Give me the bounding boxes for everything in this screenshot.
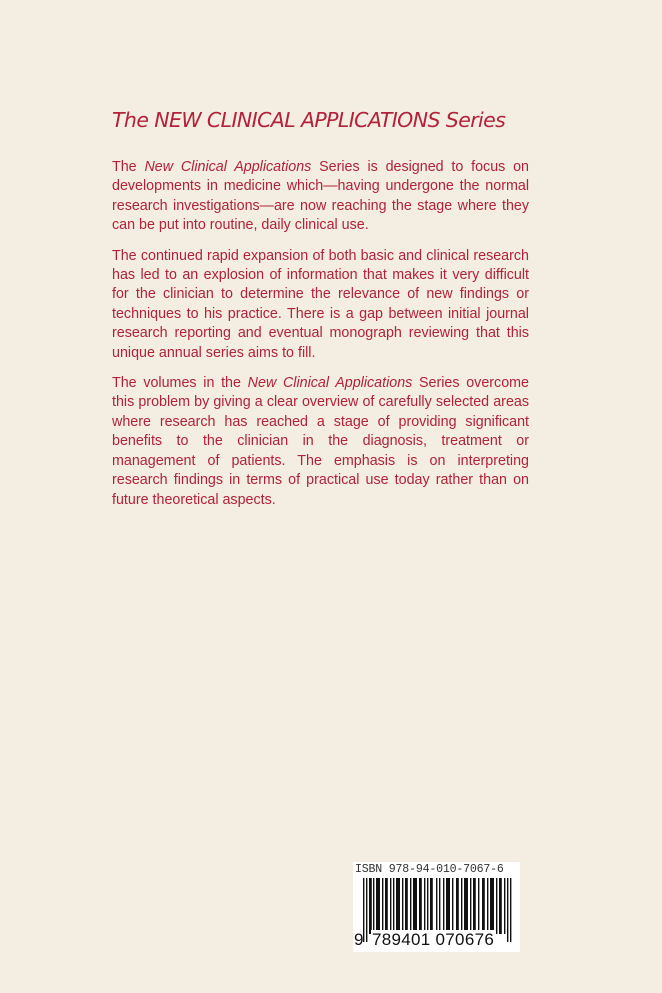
- isbn-barcode: [353, 862, 520, 952]
- paragraph-2-text: The continued rapid expansion of both basic and clinical research has led to an explosion of information that makes it very difficult for the clinician to determine the relevance of new findings or techniques to his practice. There is a gap between initial journal research reporting and eventual monograph reviewing that this unique annual series aims to fill.: [112, 247, 529, 361]
- paragraph-1-text: The: [112, 159, 145, 175]
- paragraph-1: [112, 158, 529, 236]
- paragraph-2: [112, 247, 529, 363]
- paragraph-3-text-cont: Series overcome this problem by giving a clear overview of carefully selected areas where research has reached a stage of providing significant benefits to the clinician in the diagnosis, treatment or management of patients. The emphasis is on interpreting research findings in terms of practical use today rather than on future theoretical aspects.: [112, 375, 530, 508]
- isbn-label: ISBN 978-94-010-7067-6: [355, 863, 504, 876]
- paragraph-1-series-name: New Clinical Applications: [144, 159, 312, 175]
- paragraph-3: [112, 374, 529, 510]
- paragraph-3-series-name: New Clinical Applications: [247, 375, 413, 392]
- ean-first-digit: 9: [354, 930, 364, 949]
- ean-digits-rest: 789401 070676: [372, 930, 495, 949]
- paragraph-3-text: The volumes in the: [112, 375, 248, 392]
- description-text: [112, 158, 529, 521]
- paragraph-1-text-cont: Series is designed to focus on developments in medicine which—having undergone the normal research investigations—are now reaching the stage where they can be put into routine, daily clinical use.: [112, 159, 530, 234]
- series-title: The NEW CLINICAL APPLICATIONS Series: [112, 108, 506, 132]
